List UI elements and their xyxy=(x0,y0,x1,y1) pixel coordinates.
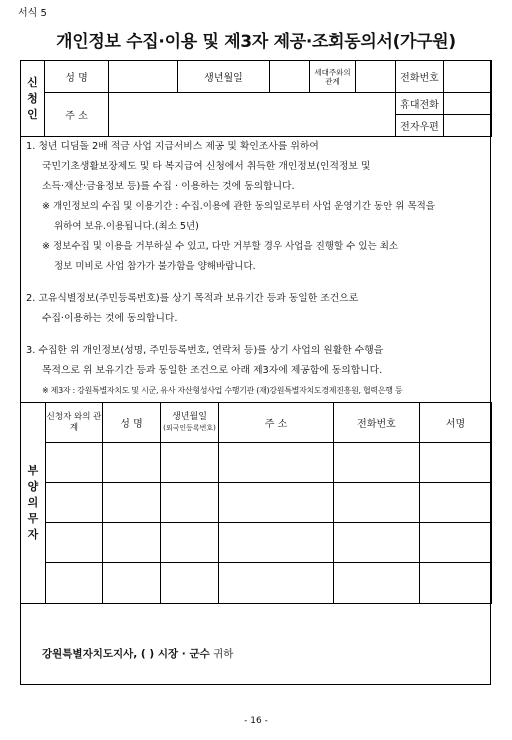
dependents-section-label: 부 양 의 무 자 xyxy=(21,403,46,604)
address-cell[interactable] xyxy=(219,443,334,483)
dependents-table xyxy=(20,402,492,604)
relation-value[interactable] xyxy=(356,61,396,93)
name-cell[interactable] xyxy=(103,483,161,523)
birth-cell[interactable] xyxy=(161,443,219,483)
signature-cell[interactable] xyxy=(420,563,492,604)
document-title: 개인정보 수집·이용 및 제3자 제공·조회동의서(가구원) xyxy=(56,32,456,52)
dependent-row xyxy=(21,483,492,523)
signature-cell[interactable] xyxy=(420,483,492,523)
signature-cell[interactable] xyxy=(420,523,492,563)
mobile-value[interactable] xyxy=(444,93,492,115)
address-label: 주 소 xyxy=(45,93,109,137)
clause2-line1: 2. 고유식별정보(주민등록번호)를 상기 목적과 보유기간 등과 동일한 조건으로 xyxy=(26,293,359,304)
clause3-note: ※ 제3자 : 강원특별자치도 및 시군, 유사 자산형성사업 수행기관 (재)강원특별자치도경제진흥원, 협력은행 등 xyxy=(42,386,403,395)
signature-cell[interactable] xyxy=(420,443,492,483)
phone-label: 전화번호 xyxy=(396,61,444,93)
clause1-line1: 1. 청년 디딤돌 2배 적금 사업 지급서비스 제공 및 확인조사를 위하여 xyxy=(26,141,319,152)
phone-cell[interactable] xyxy=(334,443,420,483)
relation-cell[interactable] xyxy=(46,483,103,523)
applicant-section-label: 신 청 인 xyxy=(21,61,45,137)
col-name: 성 명 xyxy=(103,403,161,443)
applicant-table xyxy=(20,60,492,137)
name-cell[interactable] xyxy=(103,563,161,604)
col-relation: 신청자 와의 관계 xyxy=(46,403,103,443)
relation-cell[interactable] xyxy=(46,523,103,563)
birth-cell[interactable] xyxy=(161,563,219,604)
col-phone: 전화번호 xyxy=(334,403,420,443)
clause3-line2: 목적으로 위 보유기간 등과 동일한 조건으로 아래 제3자에 제공함에 동의합니다. xyxy=(42,365,383,376)
relation-label: 세대주와의 관계 xyxy=(310,61,356,93)
col-signature: 서명 xyxy=(420,403,492,443)
email-value[interactable] xyxy=(444,115,492,137)
phone-cell[interactable] xyxy=(334,483,420,523)
clause1-line3: 소득·재산·금융정보 등)를 수집 · 이용하는 것에 동의합니다. xyxy=(42,181,295,192)
address-cell[interactable] xyxy=(219,563,334,604)
clause1-note2-line1: ※ 정보수집 및 이용을 거부하실 수 있고, 다만 거부할 경우 사업을 진행할 수 있는 최소 xyxy=(42,241,399,252)
address-value[interactable] xyxy=(109,93,396,137)
email-label: 전자우편 xyxy=(396,115,444,137)
address-cell[interactable] xyxy=(219,523,334,563)
col-address: 주 소 xyxy=(219,403,334,443)
mobile-label: 휴대전화 xyxy=(396,93,444,115)
dependent-row xyxy=(21,443,492,483)
col-birth: 생년월일 (외국인등록번호) xyxy=(161,403,219,443)
page-number: - 16 - xyxy=(244,716,268,726)
birth-cell[interactable] xyxy=(161,483,219,523)
recipient-line xyxy=(20,646,491,661)
name-cell[interactable] xyxy=(103,523,161,563)
relation-cell[interactable] xyxy=(46,563,103,604)
clause1-note1-line2: 위하여 보유.이용됩니다.(최소 5년) xyxy=(54,221,199,232)
phone-value[interactable] xyxy=(444,61,492,93)
name-value[interactable] xyxy=(109,61,178,93)
recipient-org: 강원특별자치도지사, ( ) 시장 · 군수 xyxy=(42,648,210,660)
phone-cell[interactable] xyxy=(334,563,420,604)
birth-label: 생년월일 xyxy=(178,61,270,93)
name-label: 성 명 xyxy=(45,61,109,93)
form-number: 서식 5 xyxy=(18,8,47,19)
dependent-row xyxy=(21,563,492,604)
birth-value[interactable] xyxy=(270,61,310,93)
consent-clauses xyxy=(20,137,491,401)
phone-cell[interactable] xyxy=(334,523,420,563)
address-cell[interactable] xyxy=(219,483,334,523)
dependent-row xyxy=(21,523,492,563)
birth-cell[interactable] xyxy=(161,523,219,563)
clause1-note2-line2: 정보 미비로 사업 참가가 불가함을 양해바랍니다. xyxy=(54,261,256,272)
name-cell[interactable] xyxy=(103,443,161,483)
relation-cell[interactable] xyxy=(46,443,103,483)
recipient-suffix: 귀하 xyxy=(213,648,234,660)
clause1-line2: 국민기초생활보장제도 및 타 복지급여 신청에서 취득한 개인정보(인적정보 및 xyxy=(42,161,371,172)
clause2-line2: 수집·이용하는 것에 동의합니다. xyxy=(42,313,178,324)
clause1-note1-line1: ※ 개인정보의 수집 및 이용기간 : 수집.이용에 관한 동의일로부터 사업 운영기간 동안 위 목적을 xyxy=(42,201,435,212)
clause3-line1: 3. 수집한 위 개인정보(성명, 주민등록번호, 연락처 등)를 상기 사업의 원활한 수행을 xyxy=(26,345,384,356)
